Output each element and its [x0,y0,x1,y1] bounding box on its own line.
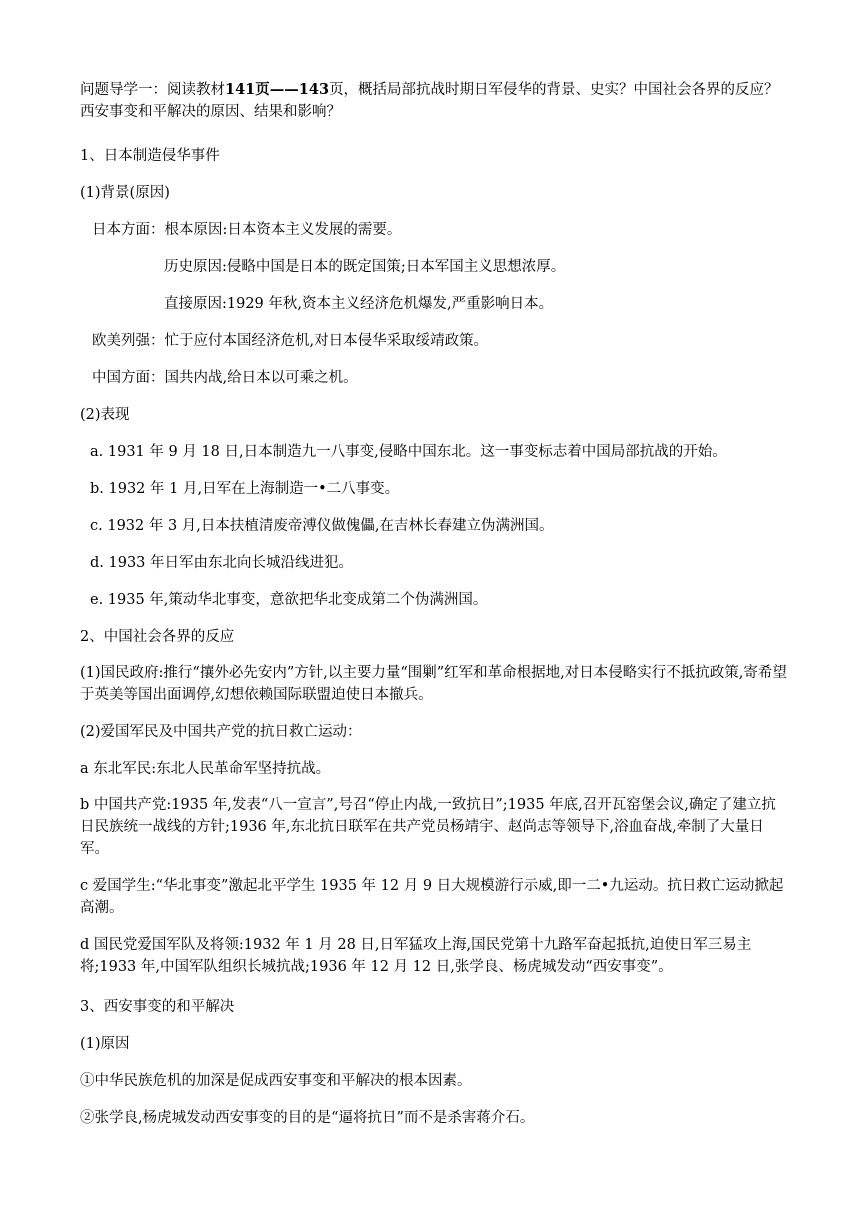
people-title: (2)爱国军民及中国共产党的抗日救亡运动： [80,724,362,740]
section1-sub1-title: (1)背景(原因) [80,185,170,201]
intro-text-3: 页，概括局部抗战时期日军侵华的背景、史实？中国社会各界的反应？西安事变和平解决的原因、结果和影响？ [80,82,779,120]
root-cause-text: 根本原因:日本资本主义发展的需要。 [164,222,402,238]
gov-reaction: (1)国民政府:推行“攘外必先安内”方针,以主要力量“围剿”红军和革命根据地,对日本侵略实行不抵抗政策,寄希望于英美等国出面调停,幻想依赖国际联盟迫使日本撤兵。 [80,665,787,703]
event-item: c. 1932 年 3 月,日本扶植清废帝溥仪做傀儡,在吉林长春建立伪满洲国。 [90,518,554,534]
section3-sub1-title: (1)原因 [80,1036,130,1052]
section3-title: 3、西安事变的和平解决 [80,999,235,1015]
event-item: a. 1931 年 9 月 18 日,日本制造九一八事变,侵略中国东北。这一事变标志着中国局部抗战的开始。 [90,444,727,460]
west-text: 忙于应付本国经济危机,对日本侵华采取绥靖政策。 [164,333,489,349]
reason-item: ①中华民族危机的加深是促成西安事变和平解决的根本因素。 [80,1073,472,1089]
event-item: d. 1933 年日军由东北向长城沿线进犯。 [90,555,354,571]
direct-cause: 直接原因:1929 年秋,资本主义经济危机爆发,严重影响日本。 [164,296,554,312]
china-label: 中国方面： [92,370,165,386]
china-side [92,367,790,389]
china-text: 国共内战,给日本以可乘之机。 [164,370,358,386]
intro-text-1: 问题导学一：阅读教材 [80,82,225,98]
kmt-item: d 国民党爱国军队及将领:1932 年 1 月 28 日,日军猛攻上海,国民党第十九路军奋起抵抗,迫使日军三易主将;1933 年,中国军队组织长城抗战;1936 年 12 月 12 日,张学良、杨虎城发动“西安事变”。 [80,937,752,975]
northeast-item: a 东北军民:东北人民革命军坚持抗战。 [80,761,331,777]
intro-text-2: 页—— [255,81,299,98]
history-cause: 历史原因:侵略中国是日本的既定国策;日本军国主义思想浓厚。 [164,259,566,275]
reason-item: ②张学良,杨虎城发动西安事变的目的是“逼将抗日”而不是杀害蒋介石。 [80,1110,535,1126]
intro-question [80,79,790,123]
japan-root-cause [92,219,790,241]
event-item: b. 1932 年 1 月,日军在上海制造一•二八事变。 [90,481,400,497]
section1-title: 1、日本制造侵华事件 [80,148,220,164]
section1-sub2-title: (2)表现 [80,407,130,423]
event-item: e. 1935 年,策动华北事变，意欲把华北变成第二个伪满洲国。 [90,592,488,608]
intro-page-from: 141 [225,81,256,98]
students-item: c 爱国学生:“华北事变”激起北平学生 1935 年 12 月 9 日大规模游行示威,即一二•九运动。抗日救亡运动掀起高潮。 [80,878,784,916]
ccp-item: b 中国共产党:1935 年,发表“八一宣言”,号召“停止内战,一致抗日”;1935 年底,召开瓦窑堡会议,确定了建立抗日民族统一战线的方针;1936 年,东北抗日联军在共产党员杨靖宇、赵尚志等领导下,浴血奋战,牵制了大量日军。 [80,797,776,857]
section2-title: 2、中国社会各界的反应 [80,629,235,645]
west-label: 欧美列强： [92,333,165,349]
japan-label: 日本方面： [92,222,165,238]
west-powers [92,330,790,352]
intro-page-to: 143 [298,81,330,98]
